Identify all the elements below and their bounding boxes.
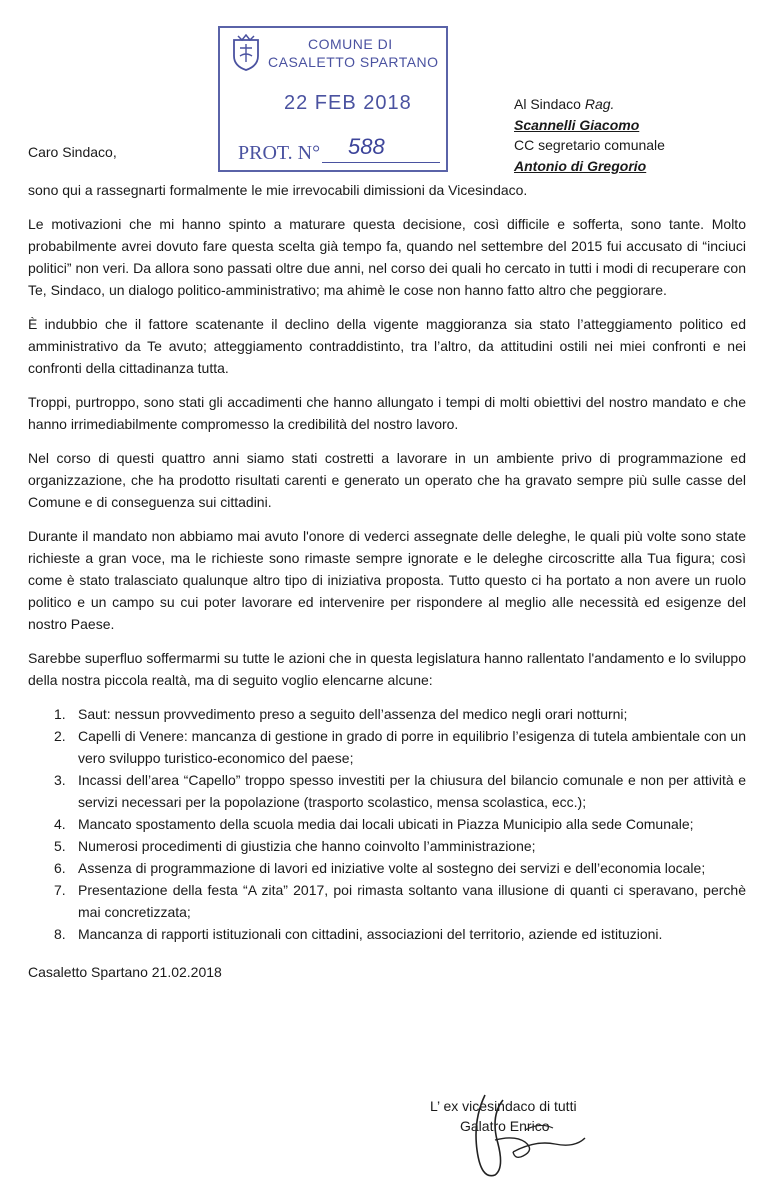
list-item-text: Capelli di Venere: mancanza di gestione in grado di porre in equilibrio l’esigenza di tutela ambientale con un vero sviluppo turistico-economico del paese; (78, 728, 746, 766)
list-item-text: Incassi dell’area “Capello” troppo spesso investiti per la chiusura del bilancio comunale e non per attività e servizi necessari per la popolazione (trasporto scolastico, mensa scolastica, ecc.); (78, 772, 746, 810)
list-item-text: Presentazione della festa “A zita” 2017, poi rimasta soltanto vana illusione di quanti ci speravano, perchè mai concretizzata; (78, 882, 746, 920)
signoff-role: L’ ex vicesindaco di tutti (430, 1098, 577, 1114)
protocol-stamp (218, 26, 448, 172)
list-item (28, 923, 746, 945)
addressee-secretary-name: Antonio di Gregorio (514, 157, 647, 174)
addressee-block (514, 94, 665, 176)
stamp-prot-number: 588 (348, 134, 385, 159)
paragraph: Sarebbe superfluo soffermarmi su tutte le azioni che in questa legislatura hanno rallentato l'andamento e lo sviluppo della nostra piccola realtà, ma di seguito voglio elencarne alcune: (28, 650, 746, 688)
addressee-role: Al Sindaco (514, 96, 585, 112)
list-item-number: 6. (54, 860, 66, 876)
letter-body (28, 179, 746, 983)
list-item (28, 703, 746, 725)
list-item-text: Mancanza di rapporti istituzionali con cittadini, associazioni del territorio, aziende ed istituzioni. (78, 926, 663, 942)
salutation: Caro Sindaco, (28, 144, 117, 160)
list-item-text: Assenza di programmazione di lavori ed iniziative volte al sostegno dei servizi e dell’economia locale; (78, 860, 706, 876)
stamp-prot-label: PROT. N° (238, 142, 321, 164)
list-item-text: Mancato spostamento della scuola media dai locali ubicati in Piazza Municipio alla sede Comunale; (78, 816, 694, 832)
place-and-date: Casaletto Spartano 21.02.2018 (28, 964, 222, 980)
stamp-place: CASALETTO SPARTANO (268, 54, 439, 70)
list-item-number: 5. (54, 838, 66, 854)
list-item-number: 2. (54, 728, 66, 744)
list-item-text: Numerosi procedimenti di giustizia che hanno coinvolto l’amministrazione; (78, 838, 536, 854)
list-item-number: 3. (54, 772, 66, 788)
addressee-cc: CC segretario comunale (514, 137, 665, 153)
paragraph: È indubbio che il fattore scatenante il declino della vigente maggioranza sia stato l’atteggiamento politico ed amministrativo da Te avuto; atteggiamento contraddistinto, tra l’altro, da attitudini ostili nei miei confronti e nei confronti della cittadinanza tutta. (28, 316, 746, 376)
signoff-name: Galatro Enrico (460, 1118, 550, 1134)
stamp-comune: COMUNE DI (308, 36, 393, 52)
list-item (28, 857, 746, 879)
handwritten-signature (455, 1080, 595, 1190)
addressee-line-1 (514, 94, 665, 115)
stamp-date: 22 FEB 2018 (284, 92, 412, 114)
paragraph: Nel corso di questi quattro anni siamo stati costretti a lavorare in un ambiente privo di programmazione ed organizzazione, che ha prodotto risultati carenti e generato un operato che ha gravato sempre più sulle casse del Comune e di conseguenza sui cittadini. (28, 450, 746, 510)
addressee-title: Rag. (584, 96, 615, 112)
list-item-text: Saut: nessun provvedimento preso a seguito dell’assenza del medico negli orari notturni; (78, 706, 628, 722)
paragraph: Troppi, purtroppo, sono stati gli accadimenti che hanno allungato i tempi di molti obiettivi del nostro mandato e che hanno irrimediabilmente compromesso la credibilità del nostro lavoro. (28, 394, 746, 432)
list-item (28, 725, 746, 769)
stamp-prot-line (322, 162, 440, 163)
list-item-number: 1. (54, 706, 66, 722)
list-item-number: 4. (54, 816, 66, 832)
grievance-list (28, 703, 746, 945)
list-item (28, 813, 746, 835)
list-item-number: 8. (54, 926, 66, 942)
paragraph: sono qui a rassegnarti formalmente le mie irrevocabili dimissioni da Vicesindaco. (28, 182, 528, 198)
list-item (28, 879, 746, 923)
coat-of-arms-icon (230, 34, 262, 72)
paragraph: Durante il mandato non abbiamo mai avuto l'onore di vederci assegnate delle deleghe, le quali più volte sono state richieste a gran voce, ma le richieste sono rimaste sempre ignorate e le deleghe circoscritte alla Tua figura; così come è stato tralasciato qualunque altro tipo di iniziativa proposta. Tutto questo ci ha portato a non avere un ruolo politico e un campo su cui poter lavorare ed intervenire per rispondere al meglio alle necessità ed esigenze del nostro Paese. (28, 528, 746, 632)
list-item-number: 7. (54, 882, 66, 898)
list-item (28, 835, 746, 857)
paragraph: Le motivazioni che mi hanno spinto a maturare questa decisione, così difficile e sofferta, sono tante. Molto probabilmente avrei dovuto fare questa scelta già tempo fa, quando nel settembre del 2015 fui accusato di “inciuci politici” non veri. Da allora sono passati oltre due anni, nel corso dei quali ho cercato in tutti i modi di recuperare con Te, Sindaco, un dialogo politico-amministrativo; ma ahimè le cose non hanno fatto altro che peggiorare. (28, 216, 746, 298)
list-item (28, 769, 746, 813)
addressee-mayor-name: Scannelli Giacomo (514, 116, 640, 133)
